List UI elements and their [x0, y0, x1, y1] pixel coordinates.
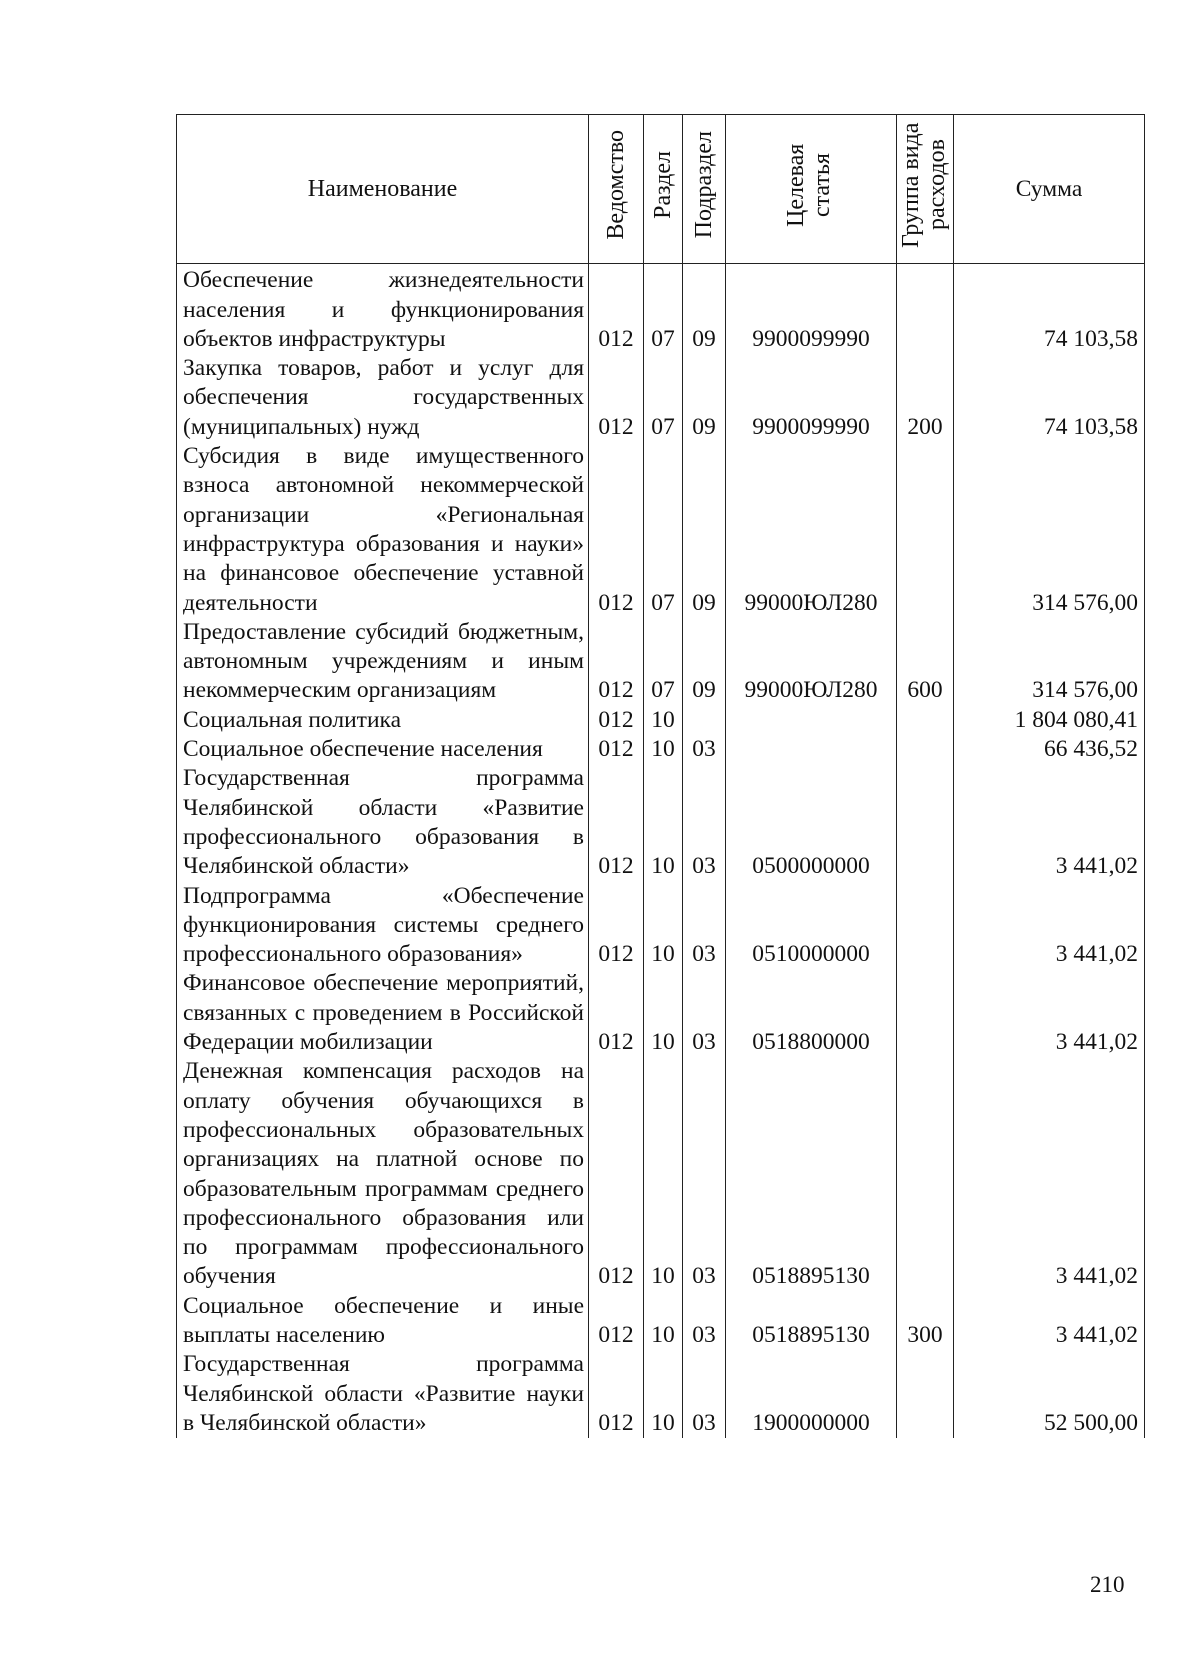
cell-department: 012 — [589, 264, 644, 354]
cell-expense-group — [897, 1057, 954, 1291]
cell-amount: 314 576,00 — [954, 618, 1145, 706]
cell-section: 10 — [644, 1350, 683, 1438]
cell-expense-group — [897, 442, 954, 618]
header-amount: Сумма — [954, 115, 1145, 264]
table-row — [177, 735, 1145, 764]
table-row — [177, 764, 1145, 881]
cell-subsection: 09 — [683, 354, 726, 442]
cell-department: 012 — [589, 969, 644, 1057]
cell-department: 012 — [589, 882, 644, 970]
cell-target-item: 1900000000 — [726, 1350, 897, 1438]
cell-name: Государственная программа Челябинской области «Развитие профессионального образования в Челябинской области» — [177, 764, 589, 881]
cell-section: 10 — [644, 706, 683, 735]
cell-target-item: 0518800000 — [726, 969, 897, 1057]
cell-department: 012 — [589, 1292, 644, 1351]
cell-expense-group: 200 — [897, 354, 954, 442]
cell-subsection: 03 — [683, 1057, 726, 1291]
cell-section: 07 — [644, 442, 683, 618]
cell-expense-group — [897, 1350, 954, 1438]
cell-target-item: 9900099990 — [726, 354, 897, 442]
cell-name: Обеспечение жизнедеятельности населения и функционирования объектов инфраструктуры — [177, 264, 589, 354]
cell-section: 10 — [644, 1057, 683, 1291]
cell-section: 10 — [644, 882, 683, 970]
table-row — [177, 442, 1145, 618]
cell-name: Предоставление субсидий бюджетным, автономным учреждениям и иным некоммерческим организациям — [177, 618, 589, 706]
cell-department: 012 — [589, 764, 644, 881]
cell-name: Субсидия в виде имущественного взноса автономной некоммерческой организации «Региональная инфраструктура образования и науки» на финансовое обеспечение уставной деятельности — [177, 442, 589, 618]
cell-amount: 74 103,58 — [954, 354, 1145, 442]
cell-subsection: 09 — [683, 442, 726, 618]
cell-subsection: 03 — [683, 969, 726, 1057]
header-expense-group: Группа вида расходов — [897, 115, 954, 264]
cell-target-item: 0510000000 — [726, 882, 897, 970]
cell-subsection: 03 — [683, 735, 726, 764]
cell-department: 012 — [589, 442, 644, 618]
cell-department: 012 — [589, 354, 644, 442]
cell-expense-group: 300 — [897, 1292, 954, 1351]
table-row — [177, 1350, 1145, 1438]
table-body — [177, 264, 1145, 1438]
cell-amount: 314 576,00 — [954, 442, 1145, 618]
table-header — [177, 115, 1145, 264]
cell-section: 10 — [644, 969, 683, 1057]
cell-subsection: 09 — [683, 618, 726, 706]
cell-section: 10 — [644, 764, 683, 881]
cell-section: 07 — [644, 618, 683, 706]
cell-amount: 3 441,02 — [954, 969, 1145, 1057]
cell-name: Подпрограмма «Обеспечение функционирования системы среднего профессионального образования» — [177, 882, 589, 970]
table-row — [177, 618, 1145, 706]
cell-name: Социальная политика — [177, 706, 589, 735]
cell-department: 012 — [589, 1057, 644, 1291]
cell-amount: 1 804 080,41 — [954, 706, 1145, 735]
table-row — [177, 354, 1145, 442]
header-target-item: Целевая статья — [726, 115, 897, 264]
cell-amount: 52 500,00 — [954, 1350, 1145, 1438]
cell-target-item — [726, 706, 897, 735]
cell-amount: 66 436,52 — [954, 735, 1145, 764]
cell-name: Социальное обеспечение и иные выплаты населению — [177, 1292, 589, 1351]
cell-expense-group: 600 — [897, 618, 954, 706]
cell-section: 10 — [644, 735, 683, 764]
cell-target-item: 99000ЮЛ280 — [726, 618, 897, 706]
header-section: Раздел — [644, 115, 683, 264]
cell-department: 012 — [589, 735, 644, 764]
cell-expense-group — [897, 706, 954, 735]
budget-table — [176, 114, 1145, 1438]
table-row — [177, 1057, 1145, 1291]
cell-target-item: 0518895130 — [726, 1057, 897, 1291]
cell-subsection: 09 — [683, 264, 726, 354]
table-row — [177, 706, 1145, 735]
cell-target-item: 0518895130 — [726, 1292, 897, 1351]
cell-subsection: 03 — [683, 1350, 726, 1438]
header-department: Ведомство — [589, 115, 644, 264]
cell-target-item: 9900099990 — [726, 264, 897, 354]
cell-subsection: 03 — [683, 764, 726, 881]
cell-section: 07 — [644, 354, 683, 442]
cell-amount: 3 441,02 — [954, 1292, 1145, 1351]
cell-expense-group — [897, 969, 954, 1057]
cell-name: Социальное обеспечение населения — [177, 735, 589, 764]
cell-amount: 3 441,02 — [954, 882, 1145, 970]
page-number: 210 — [1090, 1572, 1125, 1597]
cell-target-item — [726, 735, 897, 764]
cell-name: Денежная компенсация расходов на оплату обучения обучающихся в профессиональных образовательных организациях на платной основе по образовательным программам среднего профессионального образования или по программам профессионального обучения — [177, 1057, 589, 1291]
cell-amount: 3 441,02 — [954, 764, 1145, 881]
cell-department: 012 — [589, 706, 644, 735]
table-row — [177, 1292, 1145, 1351]
header-subsection: Подраздел — [683, 115, 726, 264]
cell-name: Государственная программа Челябинской области «Развитие науки в Челябинской области» — [177, 1350, 589, 1438]
cell-department: 012 — [589, 1350, 644, 1438]
cell-expense-group — [897, 764, 954, 881]
cell-subsection: 03 — [683, 1292, 726, 1351]
cell-subsection: 03 — [683, 882, 726, 970]
cell-department: 012 — [589, 618, 644, 706]
table-row — [177, 969, 1145, 1057]
cell-target-item: 99000ЮЛ280 — [726, 442, 897, 618]
cell-expense-group — [897, 264, 954, 354]
table-row — [177, 882, 1145, 970]
header-name: Наименование — [177, 115, 589, 264]
cell-section: 07 — [644, 264, 683, 354]
cell-subsection — [683, 706, 726, 735]
cell-section: 10 — [644, 1292, 683, 1351]
cell-name: Закупка товаров, работ и услуг для обеспечения государственных (муниципальных) нужд — [177, 354, 589, 442]
cell-name: Финансовое обеспечение мероприятий, связанных с проведением в Российской Федерации мобилизации — [177, 969, 589, 1057]
cell-expense-group — [897, 735, 954, 764]
cell-amount: 3 441,02 — [954, 1057, 1145, 1291]
cell-expense-group — [897, 882, 954, 970]
table-row — [177, 264, 1145, 354]
cell-amount: 74 103,58 — [954, 264, 1145, 354]
cell-target-item: 0500000000 — [726, 764, 897, 881]
